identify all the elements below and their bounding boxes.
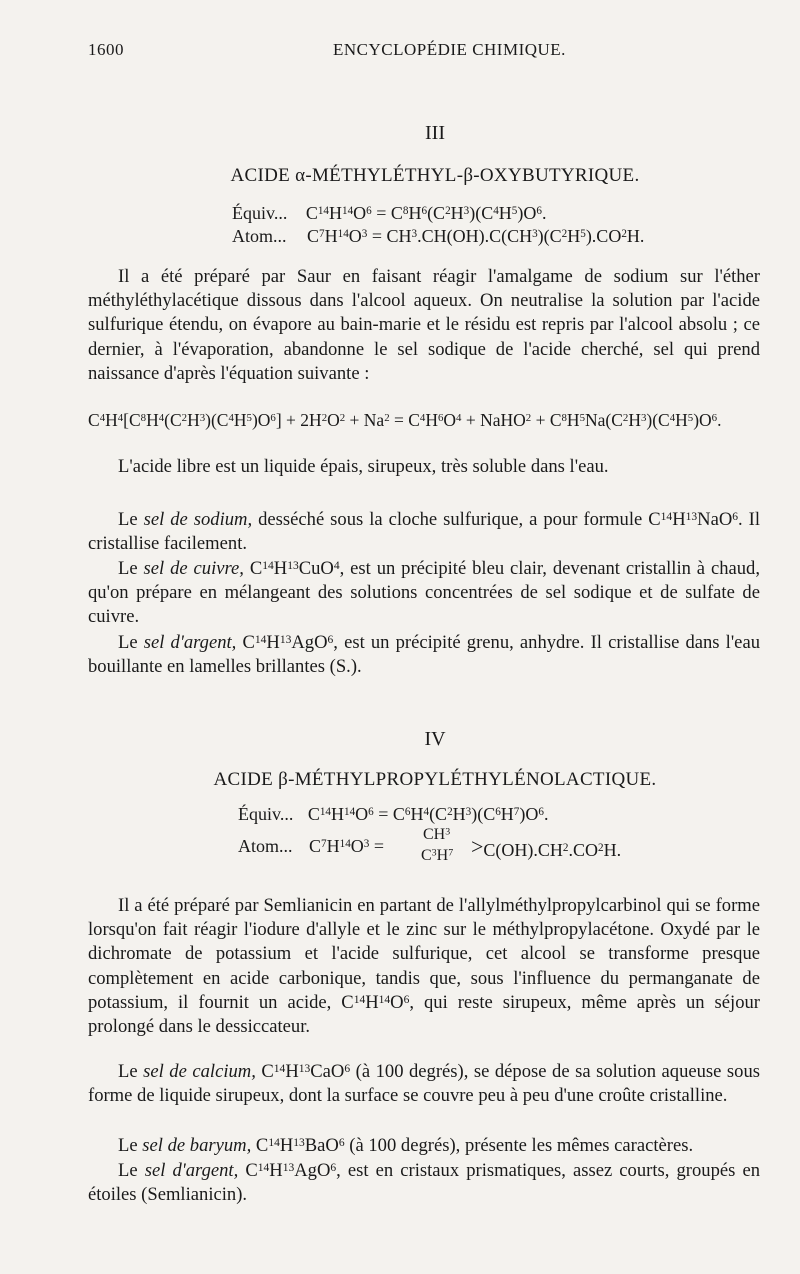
sodium-salt-name: sel de sodium, [143, 509, 253, 530]
copper-salt-name: sel de cuivre, [143, 558, 244, 579]
section-4-barium-salt: Le sel de baryum, $C^{14}H^{13}BaO^6$ (à 100 degrés), présente les mêmes caractères. [118, 1135, 694, 1156]
barium-salt-name: sel de baryum, [142, 1135, 252, 1156]
silver-salt-name: sel d'argent, [144, 1160, 239, 1181]
section-4-paragraph-1: Il a été préparé par Semlianicin en partant de l'allylméthylpropylcarbinol qui se forme lorsqu'on fait réagir l'iodure d'allyle et le zinc sur le méthylpropylacétone. Oxydé par le dichromate de potassium et l'acide sulfurique, cet alcool se transforme presque complètement en acide carbonique, tandis que, sous l'influence du permanganate de potassium, il fournit un acide, $C^{14}H^{14}O^6$, qui reste sirupeux, même après un séjour prolongé dans le dessiccateur. [88, 895, 760, 1038]
equiv-label: Équiv... [238, 804, 294, 824]
section-3-paragraph-2: L'acide libre est un liquide épais, sirupeux, très soluble dans l'eau. [118, 456, 609, 477]
section-3-atom-formula: Atom... $C^7H^{14}O^3 = CH^3.CH(OH).C(CH^3)(C^2H^5).CO^2H$. [232, 226, 645, 246]
section-4-title: ACIDE β-MÉTHYLPROPYLÉTHYLÉNOLACTIQUE. [213, 769, 657, 790]
section-3-title: ACIDE α-MÉTHYLÉTHYL-β-OXYBUTYRIQUE. [230, 165, 640, 186]
equiv-label: Équiv... [232, 203, 288, 223]
section-4-calcium-salt: Le sel de calcium, $C^{14}H^{13}CaO^6$ (à 100 degrés), se dépose de sa solution aqueuse sous forme de liquide sirupeux, dont la surface se couvre peu à peu d'une croûte cristalline. [88, 1061, 760, 1107]
methyl-group: $CH^3$ [423, 826, 451, 843]
section-3-copper-salt: Le sel de cuivre, $C^{14}H^{13}CuO^4$, est un précipité bleu clair, devenant cristallin à chaud, qu'on prépare en mélangeant des solutions concentrées de sel sodique et de sulfate de cuivre. [88, 558, 760, 628]
page-header [88, 40, 760, 66]
section-3-paragraph-1: Il a été préparé par Saur en faisant réagir l'amalgame de sodium sur l'éther méthyléthylacétique dissous dans l'alcool aqueux. On neutralise la solution par l'acide sulfurique étendu, on évapore au bain-marie et le résidu est repris par l'alcool absolu ; ce dernier, à l'évaporation, abandonne le sel sodique de l'acide cherché, sel qui prend naissance d'après l'équation suivante : [88, 266, 760, 384]
atom-label: Atom... [238, 836, 293, 856]
section-4-atom-formula: Atom... $C^7H^{14}O^3$ = [238, 836, 384, 856]
page-number: 1600 [88, 40, 124, 59]
section-3-silver-salt: Le sel d'argent, $C^{14}H^{13}AgO^6$, est un précipité grenu, anhydre. Il cristallise dans l'eau bouillante en lamelles brillantes (S.). [88, 632, 760, 678]
section-3-reaction-equation: $C^4H^4[C^8H^4(C^2H^3)(C^4H^5)O^6] + 2H^2O^2 + Na^2 = C^4H^6O^4$ + NaHO$^2$ + $C^8H^5Na(C^2H^3)(C^4H^5)O^6$. [88, 410, 722, 430]
section-3-sodium-salt: Le sel de sodium, desséché sous la cloche sulfurique, a pour formule $C^{14}H^{13}NaO^6$. Il cristallise facilement. [88, 509, 760, 555]
running-title: ENCYCLOPÉDIE CHIMIQUE. [333, 40, 566, 59]
section-4-atom-formula-tail: $>C(OH).CH^2.CO^2H$. [471, 834, 622, 860]
atom-label: Atom... [232, 226, 287, 246]
section-4-equiv-formula: Équiv... $C^{14}H^{14}O^6 = C^6H^4(C^2H^3)(C^6H^7)O^6$. [238, 804, 549, 824]
section-4-silver-salt: Le sel d'argent, $C^{14}H^{13}AgO^6$, est en cristaux prismatiques, assez courts, groupés en étoiles (Semlianicin). [88, 1160, 760, 1206]
calcium-salt-name: sel de calcium, [143, 1061, 256, 1082]
propyl-group: $C^3H^7$ [421, 847, 454, 864]
silver-salt-name: sel d'argent, [143, 632, 237, 653]
section-3-numeral: III [425, 122, 445, 144]
section-3-equiv-formula: Équiv... $C^{14}H^{14}O^6 = C^8H^6(C^2H^3)(C^4H^5)O^6$. [232, 203, 547, 223]
section-4-numeral: IV [424, 728, 446, 750]
